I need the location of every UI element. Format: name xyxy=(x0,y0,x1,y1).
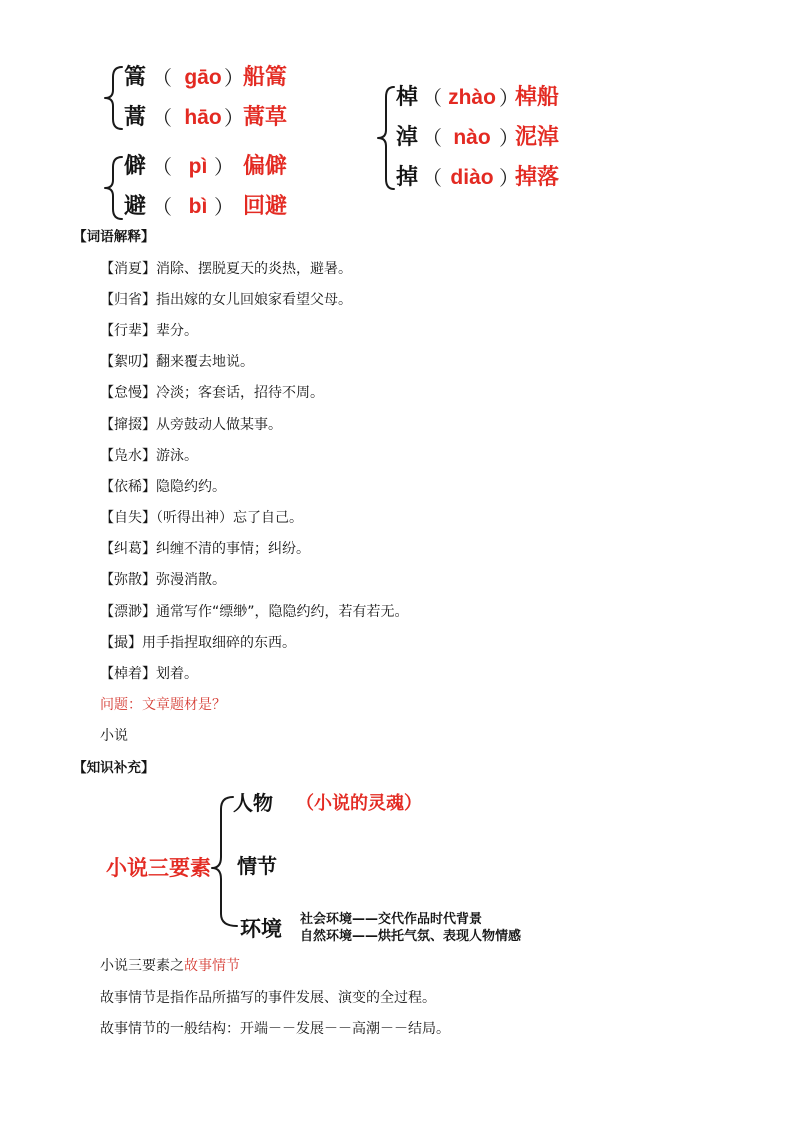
vocab-term: 【归省】 xyxy=(100,291,156,308)
setting-detail-social: 社会环境——交代作品时代背景 xyxy=(300,912,483,927)
plot-section xyxy=(0,951,793,1045)
vocab-item xyxy=(0,254,793,285)
example-word: 回避 xyxy=(243,194,288,219)
pinyin: gāo xyxy=(184,66,222,89)
example-word: 泥淖 xyxy=(515,125,560,150)
plot-intro-prefix: 小说三要素之 xyxy=(100,958,184,975)
vocab-item xyxy=(0,441,793,472)
diagram-brace xyxy=(212,797,237,926)
vocab-item xyxy=(0,378,793,409)
vocab-definition: 隐隐约约。 xyxy=(156,478,226,495)
close-paren: ） xyxy=(214,155,234,179)
vocab-definition: 指出嫁的女儿回娘家看望父母。 xyxy=(156,291,352,308)
vocab-definition: （听得出神）忘了自己。 xyxy=(156,510,303,527)
vocab-term: 【怠慢】 xyxy=(100,385,156,402)
vocab-item xyxy=(0,628,793,659)
pronunciation-row xyxy=(0,85,793,111)
open-paren: （ xyxy=(152,106,172,130)
vocab-term: 【纠葛】 xyxy=(100,541,156,558)
vocab-definition: 通常写作“缥缈”，隐隐约约，若有若无。 xyxy=(156,603,409,620)
diagram-center-label: 小说三要素 xyxy=(106,856,211,880)
character: 避 xyxy=(124,194,147,219)
vocab-item xyxy=(0,316,793,347)
pinyin: diào xyxy=(450,166,494,189)
supplement-heading: 【知识补充】 xyxy=(73,759,155,776)
open-paren: （ xyxy=(422,166,442,190)
pronunciation-row xyxy=(0,165,793,191)
vocab-item xyxy=(0,503,793,534)
example-word: 偏僻 xyxy=(243,154,288,179)
example-word: 掉落 xyxy=(515,165,560,190)
vocab-term: 【絮叨】 xyxy=(100,354,156,371)
pronunciation-row xyxy=(0,194,793,220)
vocab-term: 【自失】 xyxy=(100,510,156,527)
vocab-term: 【弥散】 xyxy=(100,572,156,589)
open-paren: （ xyxy=(422,126,442,150)
character: 棹 xyxy=(396,85,419,110)
vocab-definition: 游泳。 xyxy=(156,447,198,464)
character: 僻 xyxy=(124,154,147,179)
character: 淖 xyxy=(396,125,419,150)
plot-structure: 故事情节的一般结构：开端－－发展－－高潮－－结局。 xyxy=(100,1020,450,1037)
pinyin: hāo xyxy=(184,106,222,129)
open-paren: （ xyxy=(152,66,172,90)
vocab-definition: 从旁鼓动人做某事。 xyxy=(156,416,282,433)
open-paren: （ xyxy=(152,155,172,179)
vocab-item xyxy=(0,565,793,596)
vocab-definition: 消除、摆脱夏天的炎热，避暑。 xyxy=(156,260,352,277)
pronunciation-row xyxy=(0,125,793,151)
pinyin: pì xyxy=(188,155,208,178)
vocab-definition: 划着。 xyxy=(156,666,198,683)
vocab-item xyxy=(0,472,793,503)
close-paren: ） xyxy=(224,106,244,130)
vocab-term: 【撮】 xyxy=(100,634,142,651)
character: 篙 xyxy=(124,65,147,90)
diagram-characters-label: 人物 xyxy=(233,791,273,815)
diagram-characters-note: （小说的灵魂） xyxy=(296,793,422,814)
pinyin: nào xyxy=(453,126,491,149)
vocab-term: 【棹着】 xyxy=(100,666,156,683)
vocab-definition: 纠缠不清的事情；纠纷。 xyxy=(156,541,310,558)
vocab-term: 【凫水】 xyxy=(100,447,156,464)
close-paren: ） xyxy=(499,166,519,190)
vocab-item xyxy=(0,597,793,628)
pinyin: zhào xyxy=(448,86,496,109)
vocabulary-heading: 【词语解释】 xyxy=(73,229,155,246)
plot-definition: 故事情节是指作品所描写的事件发展、演变的全过程。 xyxy=(100,989,436,1006)
vocab-term: 【撺掇】 xyxy=(100,416,156,433)
question-answer: 小说 xyxy=(100,728,128,745)
vocabulary-section xyxy=(0,222,793,783)
vocab-definition: 辈分。 xyxy=(156,322,198,339)
close-paren: ） xyxy=(224,66,244,90)
vocab-term: 【漂渺】 xyxy=(100,603,156,620)
diagram-setting-details xyxy=(300,911,521,945)
open-paren: （ xyxy=(152,195,172,219)
diagram-plot-label: 情节 xyxy=(237,854,277,878)
character: 蒿 xyxy=(124,105,147,130)
vocab-item xyxy=(0,534,793,565)
plot-intro-highlight: 故事情节 xyxy=(184,958,240,975)
question-text: 问题：文章题材是？ xyxy=(100,697,226,714)
vocab-item xyxy=(0,347,793,378)
vocab-definition: 冷淡；客套话，招待不周。 xyxy=(156,385,324,402)
example-word: 船篙 xyxy=(243,65,288,90)
setting-detail-natural: 自然环境——烘托气氛、表现人物情感 xyxy=(300,929,522,944)
plot-intro xyxy=(0,951,793,982)
vocab-term: 【消夏】 xyxy=(100,260,156,277)
vocab-definition: 翻来覆去地说。 xyxy=(156,354,254,371)
vocab-item xyxy=(0,659,793,690)
vocab-definition: 弥漫消散。 xyxy=(156,572,226,589)
vocab-item xyxy=(0,285,793,316)
vocab-term: 【依稀】 xyxy=(100,478,156,495)
diagram-setting-label: 环境 xyxy=(240,917,282,941)
vocab-item xyxy=(0,410,793,441)
example-word: 蒿草 xyxy=(243,105,288,130)
close-paren: ） xyxy=(214,195,234,219)
character: 掉 xyxy=(396,165,419,190)
close-paren: ） xyxy=(499,126,519,150)
pinyin: bì xyxy=(188,195,208,218)
example-word: 棹船 xyxy=(515,85,560,110)
close-paren: ） xyxy=(499,86,519,110)
vocab-definition: 用手指捏取细碎的东西。 xyxy=(142,634,296,651)
vocab-term: 【行辈】 xyxy=(100,322,156,339)
open-paren: （ xyxy=(422,86,442,110)
